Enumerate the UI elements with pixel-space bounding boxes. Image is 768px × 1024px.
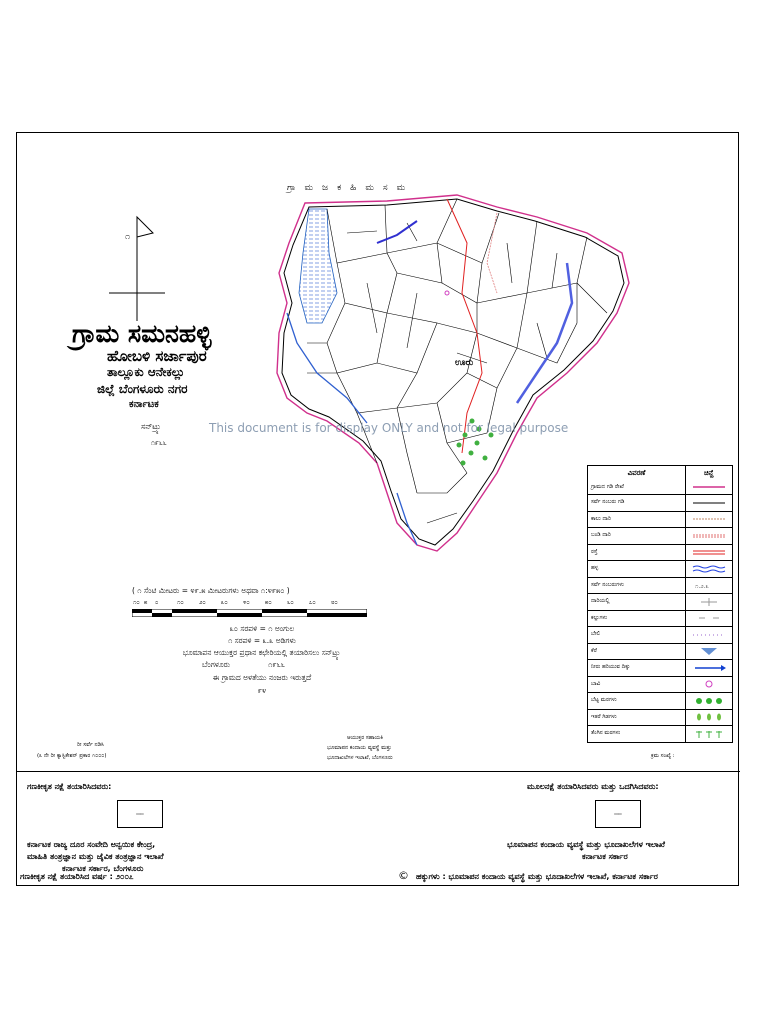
survey-label: ಸನ್‌ಟ್ರ್ಯು bbox=[141, 422, 162, 431]
legend-row bbox=[588, 560, 732, 577]
legend-label: ಇತರೆ ಗಿಡಗಳು bbox=[588, 710, 686, 726]
legend-row bbox=[588, 692, 732, 709]
legend-row bbox=[588, 659, 732, 676]
watermark: This document is for display ONLY and not for legal purpose bbox=[209, 421, 569, 435]
palm-icon bbox=[686, 726, 732, 742]
scale-tick-label: ೩೦ bbox=[221, 599, 228, 606]
scale-tick-label: ೭೦ bbox=[309, 599, 316, 606]
svg-text:೧.೨.೩: ೧.೨.೩ bbox=[695, 583, 709, 591]
footer-right-heading: ಮೂಲನಕ್ಷೆ ತಯಾರಿಸಿದವರು ಮತ್ತು ಒದಗಿಸಿದವರು: bbox=[527, 782, 659, 791]
legend-label: ಬಾವಿ bbox=[588, 677, 686, 693]
fence-icon bbox=[686, 627, 732, 643]
legend-row bbox=[588, 643, 732, 660]
scale-line-6: ೯೪ bbox=[257, 686, 267, 695]
scale-line-1: ೩೦ ಸರಪಳಿ = ೧ ಅಂಗುಲ bbox=[229, 624, 295, 633]
scale-tick-label: ೮೦ bbox=[331, 599, 338, 606]
legend-row bbox=[588, 527, 732, 544]
magenta-line-icon bbox=[686, 480, 732, 494]
cross-mark-icon bbox=[686, 594, 732, 610]
road-icon bbox=[686, 545, 732, 561]
village-title: ಗ್ರಾಮ ಸಮನಹಳ್ಳಿ bbox=[72, 319, 212, 348]
border-top-label: ಗ್ರಾಮಜಕಹಿಮಸಮ bbox=[287, 183, 415, 193]
footer-left-heading: ಗಣಕೀಕೃತ ನಕ್ಷೆ ತಯಾರಿಸಿದವರು: bbox=[27, 782, 112, 791]
legend-row bbox=[588, 725, 732, 742]
scale-line-4: ಬೆಂಗಳೂರು ೧೯೬೬ bbox=[202, 660, 285, 669]
legend-row bbox=[588, 511, 732, 528]
note-left-1: ರೀ ಸರ್ವೆ ನಡಿಸಿ bbox=[77, 742, 104, 748]
note-right-1: ಕ್ರಮ ಸಂಖ್ಯೆ : bbox=[651, 753, 675, 759]
year-label: ೧೯೬೬ bbox=[151, 439, 167, 447]
ksrsac-seal-icon: ▭▭ bbox=[117, 800, 163, 828]
hobli-label: ಹೋಬಳಿ ಸರ್ಜಾಪುರ bbox=[107, 347, 207, 365]
legend-row bbox=[588, 593, 732, 610]
scale-tick-label: ೦ bbox=[155, 599, 159, 606]
legend-row bbox=[588, 610, 732, 627]
cart-track-icon bbox=[686, 528, 732, 544]
legend-label: ಬಂಡಿ ದಾರಿ bbox=[588, 528, 686, 544]
stone-icon bbox=[686, 611, 732, 627]
copyright-icon: © bbox=[398, 869, 409, 882]
legend-label: ಬೆಟ್ಟ ಮರಗಳು bbox=[588, 693, 686, 709]
legend-row bbox=[588, 480, 732, 494]
legend-header bbox=[588, 466, 732, 480]
footer-left-line2: ಮಾಹಿತಿ ತಂತ್ರಜ್ಞಾನ ಮತ್ತು ಜೈವಿಕ ತಂತ್ರಜ್ಞಾನ ಇಲಾಖೆ bbox=[27, 852, 164, 861]
scale-line-2: ೧ ಸರಪಳಿ = ೩.೩ ಅಡಿಗಳು bbox=[228, 636, 296, 645]
tank-icon bbox=[686, 644, 732, 660]
dashed-path-icon bbox=[686, 512, 732, 528]
legend-label: ಬೇಲಿ bbox=[588, 627, 686, 643]
survey-dept-seal-icon: ▭▭ bbox=[595, 800, 641, 828]
legend-label: ಗ್ರಾಮದ ಗಡಿ ರೇಖೆ bbox=[588, 480, 686, 494]
footer bbox=[17, 771, 740, 888]
note-center-3: ಭೂದಾಖಲೆಗಳ ಇಲಾಖೆ, ಬೆಂಗಳೂರು bbox=[327, 755, 393, 761]
footer-left-line3: ಕರ್ನಾಟಕ ಸರ್ಕಾರ, ಬೆಂಗಳೂರು bbox=[62, 864, 144, 873]
taluk-label: ತಾಲ್ಲೂಕು ಆನೇಕಲ್ಲು bbox=[107, 365, 185, 379]
scale-tick-label: ೪೦ bbox=[243, 599, 250, 606]
scale-tick-label: ೬೦ bbox=[287, 599, 294, 606]
scale-tick-label: ೫ bbox=[144, 599, 148, 606]
legend-header-symbol: ಚಿನ್ಹೆ bbox=[704, 468, 714, 477]
legend-label: ಕಾಲು ದಾರಿ bbox=[588, 512, 686, 528]
village-label: ಊರು bbox=[455, 358, 474, 368]
scale-tick-label: ೨೦ bbox=[199, 599, 206, 606]
north-label: ೧ bbox=[125, 232, 131, 242]
map-sheet bbox=[16, 132, 739, 886]
legend-label: ಕೆರೆ bbox=[588, 644, 686, 660]
footer-left-line1: ಕರ್ನಾಟಕ ರಾಜ್ಯ ದೂರ ಸಂವೇದಿ ಅನ್ವಯಿಕ ಕೇಂದ್ರ, bbox=[27, 840, 156, 849]
scale-bar bbox=[132, 609, 367, 617]
legend bbox=[587, 465, 733, 743]
footer-right-line2: ಕರ್ನಾಟಕ ಸರ್ಕಾರ bbox=[582, 852, 628, 861]
footer-right-line1: ಭೂಮಾಪನ ಕಂದಾಯ ವ್ಯವಸ್ಥೆ ಮತ್ತು ಭೂದಾಖಲೆಗಳ ಇಲಾಖೆ bbox=[507, 840, 665, 849]
survey-number-icon bbox=[686, 578, 732, 594]
scale-line-3: ಭೂಮಾಪನ ಆಯುಕ್ತರ ಪ್ರಧಾನ ಕಛೇರಿಯಲ್ಲಿ ತಯಾರಿಸಲು ಸನ್‌ಟ್ರ್ಯು bbox=[182, 648, 342, 657]
scale-tick-label: ೧೦ bbox=[133, 599, 140, 606]
tree-cluster-icon bbox=[686, 693, 732, 709]
note-center-1: ಆಯುಕ್ತರ ಸಹಾಯಕಿ bbox=[347, 735, 384, 741]
note-center-2: ಭೂಮಾಪನ ಕಂದಾಯ ವ್ಯವಸ್ಥೆ ಮತ್ತು bbox=[327, 745, 392, 751]
legend-label: ದಾರಿಯಲ್ಲಿ bbox=[588, 594, 686, 610]
legend-label: ರಸ್ತೆ bbox=[588, 545, 686, 561]
flow-arrow-icon bbox=[686, 660, 732, 676]
legend-header-label: ವಿವರಣೆ bbox=[588, 466, 686, 480]
legend-label: ಹಳ್ಳ bbox=[588, 561, 686, 577]
state-label: ಕರ್ನಾಟಕ bbox=[129, 399, 159, 410]
footer-bottom-right: ಹಕ್ಕುಗಳು : ಭೂಮಾಪನ ಕಂದಾಯ ವ್ಯವಸ್ಥೆ ಮತ್ತು ಭೂದಾಖಲೆಗಳ ಇಲಾಖೆ, ಕರ್ನಾಟಕ ಸರ್ಕಾರ bbox=[416, 872, 658, 881]
north-arrow-icon bbox=[107, 215, 167, 325]
legend-label: ಕಲ್ಲುಗಳು bbox=[588, 611, 686, 627]
legend-row bbox=[588, 676, 732, 693]
legend-row bbox=[588, 626, 732, 643]
black-line-icon bbox=[686, 495, 732, 511]
legend-row bbox=[588, 494, 732, 511]
legend-row bbox=[588, 709, 732, 726]
legend-row bbox=[588, 544, 732, 561]
note-left-2: (೩ ನೇ ರೀ ಕ್ಯಾಸ್ಟಿಕೇಶನ್ ಪ್ರಕಾರ ೧೦೦೦) bbox=[37, 753, 107, 759]
well-icon bbox=[686, 677, 732, 693]
scale-tick-label: ೫೦ bbox=[265, 599, 272, 606]
legend-label: ತೆಂಗಿನ ಮರಗಳು bbox=[588, 726, 686, 742]
stream-icon bbox=[686, 561, 732, 577]
district-label: ಜಿಲ್ಲೆ ಬೆಂಗಳೂರು ನಗರ bbox=[97, 382, 188, 396]
legend-label: ಸರ್ವೆ ನಂಬರು ಗಡಿ bbox=[588, 495, 686, 511]
shrub-icon bbox=[686, 710, 732, 726]
scale-line-5: ಈ ಗ್ರಾಮದ ಅಳತೆಯು ನಂಜರು ಇರುತ್ತದೆ bbox=[212, 673, 312, 682]
legend-row bbox=[588, 577, 732, 594]
scale-ticks bbox=[133, 599, 353, 607]
scale-tick-label: ೧೦ bbox=[177, 599, 184, 606]
footer-bottom-left: ಗಣಕೀಕೃತ ನಕ್ಷೆ ತಯಾರಿಸಿದ ವರ್ಷ : ೨೦೦೭ bbox=[20, 872, 134, 881]
scale-title: ( ೧ ಸೆಂಟಿ ಮೀಟರು = ೪೯.೫ ಮೀಟರುಗಳು ಅಥವಾ ೧:೪೯೫೦ ) bbox=[132, 586, 290, 595]
legend-label: ನೀರು ಹರಿಯುವ ದಿಕ್ಕು bbox=[588, 660, 686, 676]
legend-label: ಸರ್ವೆ ನಂಬರುಗಳು bbox=[588, 578, 686, 594]
